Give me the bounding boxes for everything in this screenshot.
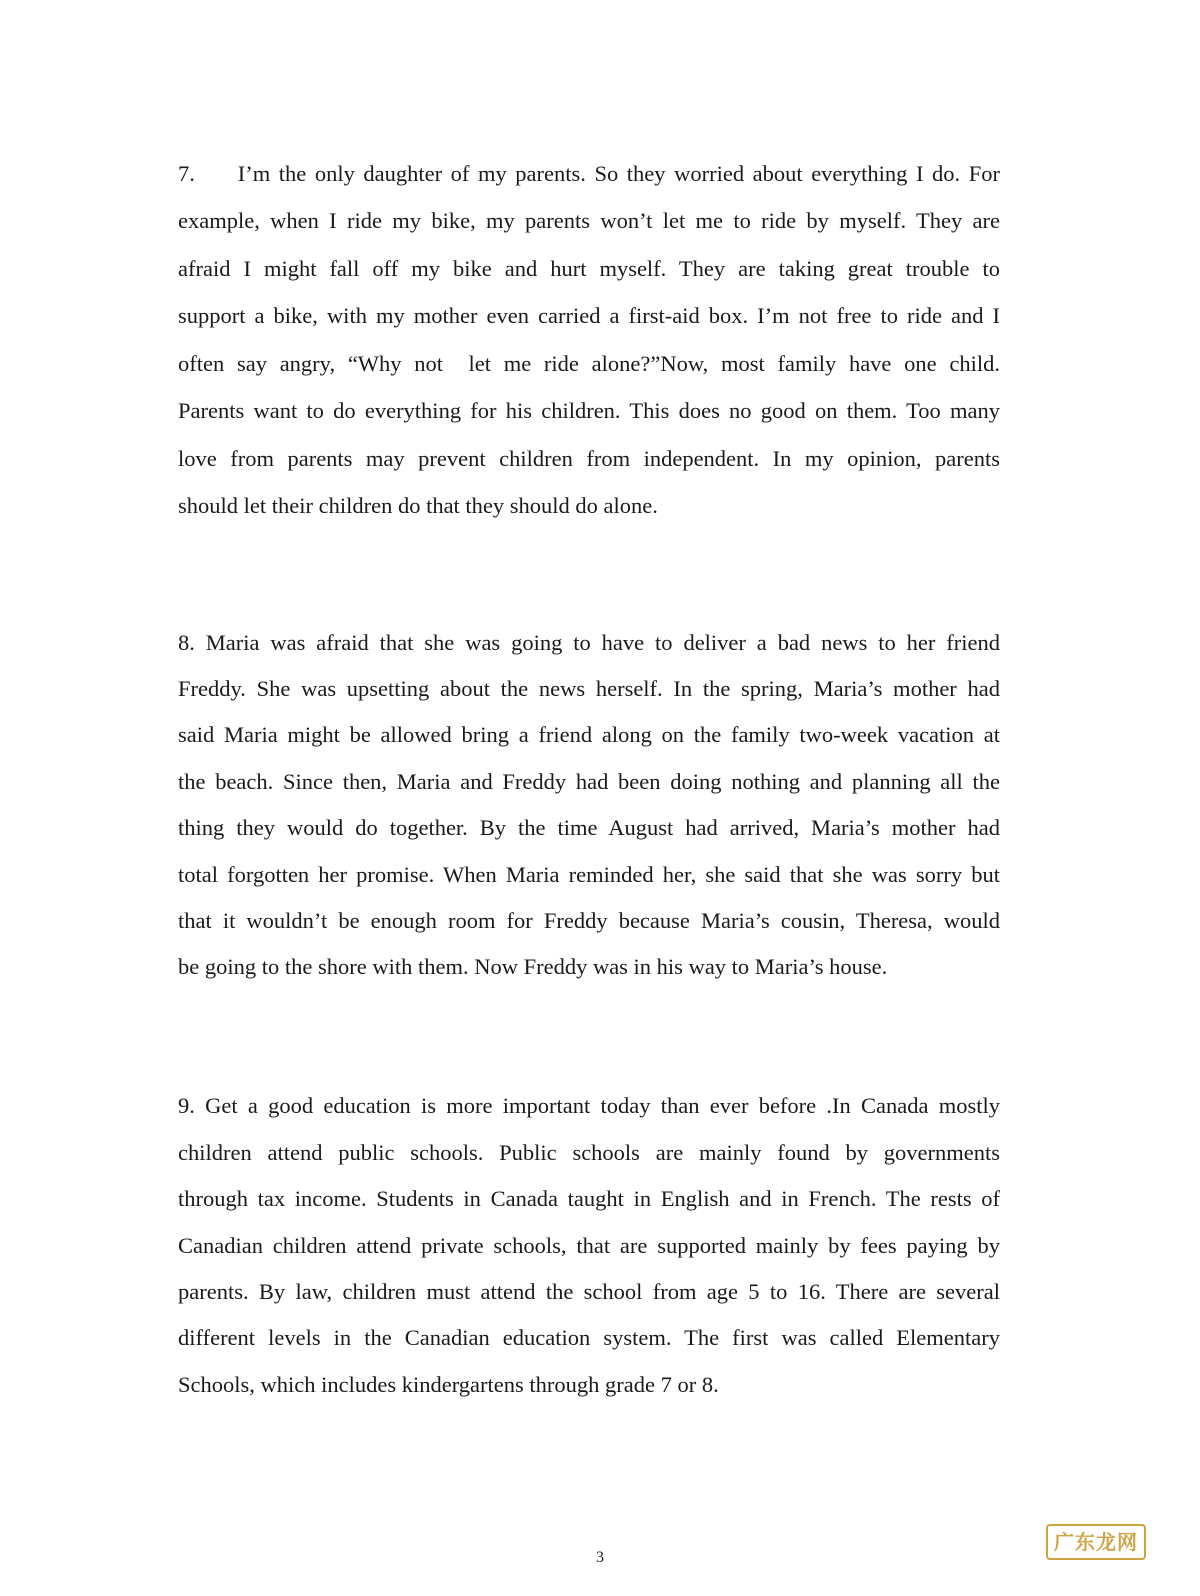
paragraph-line: Schools, which includes kindergartens through grade 7 or 8.	[178, 1372, 719, 1397]
page-number: 3	[596, 1549, 604, 1566]
paragraph-line: thing they would do together. By the time August had arrived, Maria’s mother had	[178, 815, 1000, 840]
paragraph-line: that it wouldn’t be enough room for Freddy because Maria’s cousin, Theresa, would	[178, 908, 1000, 933]
paragraph-line: Parents want to do everything for his children. This does no good on them. Too many	[178, 398, 1000, 423]
paragraph-line: different levels in the Canadian education system. The first was called Elementary	[178, 1325, 1000, 1350]
paragraph-line: parents. By law, children must attend the school from age 5 to 16. There are several	[178, 1279, 1000, 1304]
paragraph-line: through tax income. Students in Canada taught in English and in French. The rests of	[178, 1186, 1000, 1211]
paragraph-line: Canadian children attend private schools, that are supported mainly by fees paying by	[178, 1233, 1000, 1258]
paragraph-line: be going to the shore with them. Now Freddy was in his way to Maria’s house.	[178, 954, 888, 979]
paragraph-line: afraid I might fall off my bike and hurt myself. They are taking great trouble to	[178, 256, 1000, 281]
paragraph-line: support a bike, with my mother even carried a first-aid box. I’m not free to ride and I	[178, 303, 1000, 328]
paragraph-line: the beach. Since then, Maria and Freddy had been doing nothing and planning all the	[178, 769, 1000, 794]
paragraph-line: should let their children do that they should do alone.	[178, 493, 658, 518]
paragraph-line: 7. I’m the only daughter of my parents. So they worried about everything I do. For	[178, 161, 1000, 186]
paragraph-line: example, when I ride my bike, my parents won’t let me to ride by myself. They are	[178, 208, 1000, 233]
paragraph-line: love from parents may prevent children from independent. In my opinion, parents	[178, 446, 1000, 471]
paragraph-line: Freddy. She was upsetting about the news herself. In the spring, Maria’s mother had	[178, 676, 1000, 701]
paragraph-line: total forgotten her promise. When Maria reminded her, she said that she was sorry but	[178, 862, 1000, 887]
paragraph-line: 8. Maria was afraid that she was going to have to deliver a bad news to her friend	[178, 630, 1000, 655]
site-watermark-logo: 广东龙网	[1046, 1524, 1146, 1560]
paragraph-line: 9. Get a good education is more important today than ever before .In Canada mostly	[178, 1093, 1000, 1118]
paragraph-line: children attend public schools. Public schools are mainly found by governments	[178, 1140, 1000, 1165]
paragraph-line: often say angry, “Why not let me ride alone?”Now, most family have one child.	[178, 351, 1000, 376]
paragraph-line: said Maria might be allowed bring a friend along on the family two-week vacation at	[178, 722, 1000, 747]
